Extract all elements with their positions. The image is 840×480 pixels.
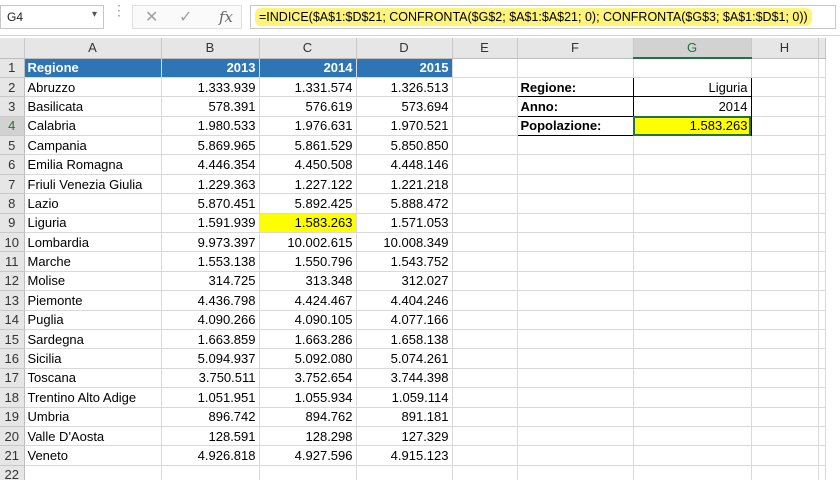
sheet-row [0,136,825,155]
cell-a5[interactable]: Campania [24,136,161,155]
row-header-21[interactable]: 21 [0,446,24,465]
sheet-row [0,310,825,329]
sheet-row [0,407,825,426]
cell-h19[interactable] [751,407,818,426]
column-header-g[interactable]: G [633,38,751,58]
cell-c10[interactable]: 10.002.615 [259,233,356,252]
column-header-c[interactable]: C [259,38,356,58]
cell-h20[interactable] [751,426,818,445]
cell-e15[interactable] [452,329,517,348]
cell-e4[interactable] [452,116,517,135]
cell-c1[interactable]: 2014 [259,58,356,77]
cell-h15[interactable] [751,329,818,348]
cell-b19[interactable]: 896.742 [161,407,259,426]
cell-b14[interactable]: 4.090.266 [161,310,259,329]
cell-c3[interactable]: 576.619 [259,97,356,116]
cell-a2[interactable]: Abruzzo [24,77,161,96]
cell-f17[interactable] [517,368,633,387]
cell-f13[interactable] [517,291,633,310]
cell-e13[interactable] [452,291,517,310]
sheet-row [0,233,825,252]
cell-blank[interactable] [818,329,825,348]
cell-b20[interactable]: 128.591 [161,426,259,445]
sheet-row [0,349,825,368]
cell-f12[interactable] [517,271,633,290]
row-header-8[interactable]: 8 [0,194,24,213]
select-all-corner[interactable] [0,38,24,58]
cell-g12[interactable] [633,271,751,290]
cell-d11[interactable]: 1.543.752 [356,252,452,271]
sheet-row [0,271,825,290]
cell-b5[interactable]: 5.869.965 [161,136,259,155]
formula-input[interactable] [250,5,836,29]
cell-h12[interactable] [751,271,818,290]
year-label[interactable]: Anno: [517,97,633,116]
cell-e3[interactable] [452,97,517,116]
cell-f19[interactable] [517,407,633,426]
cell-a16[interactable]: Sicilia [24,349,161,368]
cell-d13[interactable]: 4.404.246 [356,291,452,310]
formula-buttons [132,5,242,29]
cell-blank[interactable] [818,407,825,426]
cell-f18[interactable] [517,388,633,407]
cell-e1[interactable] [452,58,517,77]
cell-d16[interactable]: 5.074.261 [356,349,452,368]
cell-h3[interactable] [751,97,818,116]
cell-g21[interactable] [633,446,751,465]
cell-a13[interactable]: Piemonte [24,291,161,310]
cell-f7[interactable] [517,174,633,193]
cell-e14[interactable] [452,310,517,329]
year-value[interactable]: 2014 [633,97,751,116]
row-header-20[interactable]: 20 [0,426,24,445]
cell-b22[interactable] [161,465,259,480]
cell-f9[interactable] [517,213,633,232]
row-header-4[interactable]: 4 [0,116,24,135]
column-header-a[interactable]: A [24,38,161,58]
column-header-d[interactable]: D [356,38,452,58]
cell-b3[interactable]: 578.391 [161,97,259,116]
cell-f1[interactable] [517,58,633,77]
spreadsheet-grid [0,38,826,480]
cell-a3[interactable]: Basilicata [24,97,161,116]
cell-g19[interactable] [633,407,751,426]
row-header-12[interactable]: 12 [0,271,24,290]
name-box[interactable] [0,5,104,29]
cell-blank[interactable] [818,194,825,213]
cell-b10[interactable]: 9.973.397 [161,233,259,252]
cell-g9[interactable] [633,213,751,232]
cell-h5[interactable] [751,136,818,155]
cell-e20[interactable] [452,426,517,445]
cell-a12[interactable]: Molise [24,271,161,290]
cell-d20[interactable]: 127.329 [356,426,452,445]
cell-blank[interactable] [818,446,825,465]
cell-h13[interactable] [751,291,818,310]
sheet-row [0,252,825,271]
enter-icon[interactable]: ✓ [179,9,193,26]
cell-h21[interactable] [751,446,818,465]
cell-b11[interactable]: 1.553.138 [161,252,259,271]
cell-b15[interactable]: 1.663.859 [161,329,259,348]
row-header-1[interactable]: 1 [0,58,24,77]
cell-c13[interactable]: 4.424.467 [259,291,356,310]
cell-e17[interactable] [452,368,517,387]
cell-blank[interactable] [818,368,825,387]
cell-c14[interactable]: 4.090.105 [259,310,356,329]
cell-a8[interactable]: Lazio [24,194,161,213]
row-header-16[interactable]: 16 [0,349,24,368]
sheet-row [0,155,825,174]
column-header-b[interactable]: B [161,38,259,58]
cell-d3[interactable]: 573.694 [356,97,452,116]
cell-c4[interactable]: 1.976.631 [259,116,356,135]
cell-c22[interactable] [259,465,356,480]
sheet-row [0,77,825,96]
cell-h17[interactable] [751,368,818,387]
cell-h16[interactable] [751,349,818,368]
cell-c19[interactable]: 894.762 [259,407,356,426]
cell-h6[interactable] [751,155,818,174]
row-header-17[interactable]: 17 [0,368,24,387]
cell-a4[interactable]: Calabria [24,116,161,135]
cell-c2[interactable]: 1.331.574 [259,77,356,96]
cell-blank[interactable] [818,58,825,77]
cell-f11[interactable] [517,252,633,271]
cell-c7[interactable]: 1.227.122 [259,174,356,193]
row-header-14[interactable]: 14 [0,310,24,329]
sheet-row [0,116,825,135]
cell-blank[interactable] [818,291,825,310]
cell-e16[interactable] [452,349,517,368]
cell-a20[interactable]: Valle D'Aosta [24,426,161,445]
row-header-2[interactable]: 2 [0,77,24,96]
cell-a21[interactable]: Veneto [24,446,161,465]
cell-g7[interactable] [633,174,751,193]
cell-d8[interactable]: 5.888.472 [356,194,452,213]
cell-d5[interactable]: 5.850.850 [356,136,452,155]
cell-b8[interactable]: 5.870.451 [161,194,259,213]
column-header-e[interactable]: E [452,38,517,58]
cell-b21[interactable]: 4.926.818 [161,446,259,465]
sheet-row [0,194,825,213]
name-box-value: G4 [7,10,24,24]
sheet-row [0,213,825,232]
cell-h11[interactable] [751,252,818,271]
cell-a22[interactable] [24,465,161,480]
cell-e6[interactable] [452,155,517,174]
cell-blank[interactable] [818,77,825,96]
cell-e11[interactable] [452,252,517,271]
cell-g17[interactable] [633,368,751,387]
cell-f21[interactable] [517,446,633,465]
cell-d14[interactable]: 4.077.166 [356,310,452,329]
sheet-row [0,368,825,387]
cell-e7[interactable] [452,174,517,193]
sheet-row [0,446,825,465]
cell-d6[interactable]: 4.448.146 [356,155,452,174]
cell-h8[interactable] [751,194,818,213]
row-header-10[interactable]: 10 [0,233,24,252]
cell-c9[interactable]: 1.583.263 [259,213,356,232]
cell-b2[interactable]: 1.333.939 [161,77,259,96]
cell-blank[interactable] [818,465,825,480]
cell-a6[interactable]: Emilia Romagna [24,155,161,174]
sheet-row [0,97,825,116]
sheet-row [0,58,825,77]
cell-f20[interactable] [517,426,633,445]
row-header-18[interactable]: 18 [0,388,24,407]
cell-c21[interactable]: 4.927.596 [259,446,356,465]
cell-g8[interactable] [633,194,751,213]
cell-h2[interactable] [751,77,818,96]
chevron-down-icon[interactable]: ▾ [91,9,97,20]
cell-g20[interactable] [633,426,751,445]
cell-h7[interactable] [751,174,818,193]
cell-g11[interactable] [633,252,751,271]
cancel-icon[interactable]: ✕ [145,9,159,26]
cell-c18[interactable]: 1.055.934 [259,388,356,407]
cell-g13[interactable] [633,291,751,310]
row-header-22[interactable]: 22 [0,465,24,480]
cell-g16[interactable] [633,349,751,368]
cell-c5[interactable]: 5.861.529 [259,136,356,155]
cell-e9[interactable] [452,213,517,232]
row-header-9[interactable]: 9 [0,213,24,232]
cell-blank[interactable] [818,155,825,174]
cell-f6[interactable] [517,155,633,174]
cell-b16[interactable]: 5.094.937 [161,349,259,368]
cell-blank[interactable] [818,349,825,368]
formula-bar [0,0,840,36]
cell-d17[interactable]: 3.744.398 [356,368,452,387]
column-header-blank[interactable] [818,38,825,58]
cell-f14[interactable] [517,310,633,329]
cell-e19[interactable] [452,407,517,426]
insert-function-icon[interactable]: fx [219,8,234,26]
cell-blank[interactable] [818,213,825,232]
cell-g10[interactable] [633,233,751,252]
cell-c6[interactable]: 4.450.508 [259,155,356,174]
cell-b18[interactable]: 1.051.951 [161,388,259,407]
row-header-3[interactable]: 3 [0,97,24,116]
cell-blank[interactable] [818,97,825,116]
cell-d9[interactable]: 1.571.053 [356,213,452,232]
cell-d10[interactable]: 10.008.349 [356,233,452,252]
cell-d22[interactable] [356,465,452,480]
cell-a14[interactable]: Puglia [24,310,161,329]
population-label[interactable]: Popolazione: [517,116,633,135]
row-header-13[interactable]: 13 [0,291,24,310]
row-header-15[interactable]: 15 [0,329,24,348]
cell-g14[interactable] [633,310,751,329]
cell-e12[interactable] [452,271,517,290]
cell-b1[interactable]: 2013 [161,58,259,77]
cell-e5[interactable] [452,136,517,155]
cell-b6[interactable]: 4.446.354 [161,155,259,174]
cell-h4[interactable] [751,116,818,135]
cell-blank[interactable] [818,426,825,445]
cell-g1[interactable] [633,58,751,77]
cell-d7[interactable]: 1.221.218 [356,174,452,193]
cell-g5[interactable] [633,136,751,155]
region-value[interactable]: Liguria [633,77,751,96]
cell-c15[interactable]: 1.663.286 [259,329,356,348]
cell-a17[interactable]: Toscana [24,368,161,387]
cell-g15[interactable] [633,329,751,348]
cell-g6[interactable] [633,155,751,174]
cell-blank[interactable] [818,388,825,407]
cell-c20[interactable]: 128.298 [259,426,356,445]
cell-c11[interactable]: 1.550.796 [259,252,356,271]
cell-a19[interactable]: Umbria [24,407,161,426]
cell-b7[interactable]: 1.229.363 [161,174,259,193]
row-header-7[interactable]: 7 [0,174,24,193]
cell-blank[interactable] [818,233,825,252]
cell-a15[interactable]: Sardegna [24,329,161,348]
cell-blank[interactable] [818,116,825,135]
cell-c16[interactable]: 5.092.080 [259,349,356,368]
cell-d1[interactable]: 2015 [356,58,452,77]
cell-d15[interactable]: 1.658.138 [356,329,452,348]
cell-e18[interactable] [452,388,517,407]
cell-e10[interactable] [452,233,517,252]
cell-a1[interactable]: Regione [24,58,161,77]
cell-d12[interactable]: 312.027 [356,271,452,290]
cell-a9[interactable]: Liguria [24,213,161,232]
sheet-row [0,291,825,310]
cell-c8[interactable]: 5.892.425 [259,194,356,213]
sheet-row [0,465,825,480]
row-header-6[interactable]: 6 [0,155,24,174]
cell-a7[interactable]: Friuli Venezia Giulia [24,174,161,193]
cell-h22[interactable] [751,465,818,480]
cell-a18[interactable]: Trentino Alto Adige [24,388,161,407]
cell-b13[interactable]: 4.436.798 [161,291,259,310]
cell-e22[interactable] [452,465,517,480]
sheet-row [0,329,825,348]
cell-f16[interactable] [517,349,633,368]
formula-text: =INDICE($A$1:$D$21; CONFRONTA($G$2; $A$1:$A$21; 0); CONFRONTA($G$3; $A$1:$D$1; 0)) [255,8,812,26]
population-value[interactable]: 1.583.263 [633,116,751,135]
cell-blank[interactable] [818,271,825,290]
row-header-5[interactable]: 5 [0,136,24,155]
cell-d2[interactable]: 1.326.513 [356,77,452,96]
cell-c17[interactable]: 3.752.654 [259,368,356,387]
cell-h18[interactable] [751,388,818,407]
column-header-h[interactable]: H [751,38,818,58]
sheet-row [0,174,825,193]
cell-blank[interactable] [818,136,825,155]
cell-d4[interactable]: 1.970.521 [356,116,452,135]
sheet-row [0,426,825,445]
cell-b9[interactable]: 1.591.939 [161,213,259,232]
cell-f10[interactable] [517,233,633,252]
cell-blank[interactable] [818,252,825,271]
cell-c12[interactable]: 313.348 [259,271,356,290]
row-header-19[interactable]: 19 [0,407,24,426]
cell-f22[interactable] [517,465,633,480]
cell-h1[interactable] [751,58,818,77]
cell-blank[interactable] [818,174,825,193]
cell-e8[interactable] [452,194,517,213]
cell-e2[interactable] [452,77,517,96]
cell-f5[interactable] [517,136,633,155]
cell-g18[interactable] [633,388,751,407]
cell-h9[interactable] [751,213,818,232]
cell-h10[interactable] [751,233,818,252]
cell-b12[interactable]: 314.725 [161,271,259,290]
region-label[interactable]: Regione: [517,77,633,96]
cell-f15[interactable] [517,329,633,348]
cell-e21[interactable] [452,446,517,465]
cell-f8[interactable] [517,194,633,213]
cell-a10[interactable]: Lombardia [24,233,161,252]
cell-b4[interactable]: 1.980.533 [161,116,259,135]
cell-b17[interactable]: 3.750.511 [161,368,259,387]
cell-h14[interactable] [751,310,818,329]
cell-blank[interactable] [818,310,825,329]
more-options-icon[interactable]: ⋮ [112,2,126,18]
sheet-row [0,388,825,407]
cell-d21[interactable]: 4.915.123 [356,446,452,465]
cell-a11[interactable]: Marche [24,252,161,271]
column-header-f[interactable]: F [517,38,633,58]
cell-d19[interactable]: 891.181 [356,407,452,426]
cell-g22[interactable] [633,465,751,480]
row-header-11[interactable]: 11 [0,252,24,271]
cell-d18[interactable]: 1.059.114 [356,388,452,407]
